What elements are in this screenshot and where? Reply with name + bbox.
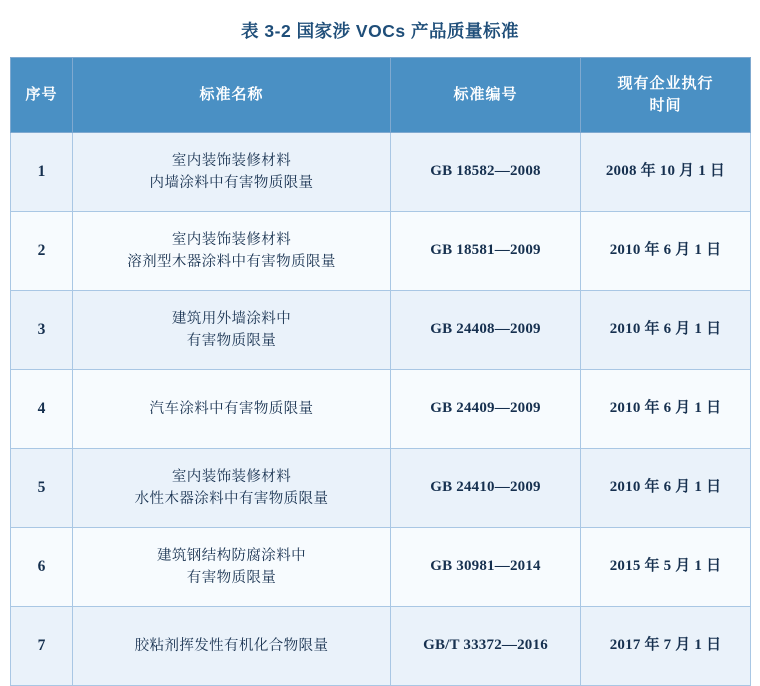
table-header-row: [11, 58, 751, 133]
standard-name-line: 建筑钢结构防腐涂料中: [157, 547, 306, 564]
cell-effective-date: 2010 年 6 月 1 日: [581, 449, 751, 528]
table-row: [11, 370, 751, 449]
standard-name-line: 有害物质限量: [186, 333, 277, 349]
standard-name-line: 水性木器涂料中有害物质限量: [134, 491, 329, 507]
cell-index: 2: [11, 212, 73, 291]
cell-effective-date: 2008 年 10 月 1 日: [581, 133, 751, 212]
table-row: [11, 607, 751, 686]
cell-standard-name: [73, 291, 391, 370]
column-header-standard-code: 标准编号: [391, 58, 581, 133]
column-header-index: 序号: [11, 58, 73, 133]
cell-effective-date: 2015 年 5 月 1 日: [581, 528, 751, 607]
table-row: [11, 133, 751, 212]
cell-index: 3: [11, 291, 73, 370]
table-row: [11, 291, 751, 370]
column-header-effective-date-line-2: 时间: [649, 97, 682, 114]
cell-standard-name: [73, 133, 391, 212]
cell-standard-name: [73, 212, 391, 291]
standard-name-line: 内墙涂料中有害物质限量: [149, 175, 314, 191]
standard-name-line: 建筑用外墙涂料中: [171, 310, 292, 327]
cell-standard-code: GB 18582—2008: [391, 133, 581, 212]
table-body: [11, 133, 751, 686]
standard-name-line: 胶粘剂挥发性有机化合物限量: [134, 637, 329, 654]
cell-standard-name: [73, 607, 391, 686]
standard-name-line: 汽车涂料中有害物质限量: [149, 400, 314, 417]
table-row: [11, 449, 751, 528]
cell-standard-code: GB 30981—2014: [391, 528, 581, 607]
table-title: 表 3-2 国家涉 VOCs 产品质量标准: [241, 21, 519, 41]
cell-index: 6: [11, 528, 73, 607]
table-row: [11, 212, 751, 291]
cell-standard-code: GB 24410—2009: [391, 449, 581, 528]
cell-index: 4: [11, 370, 73, 449]
table-container: [0, 57, 760, 686]
standard-name-line: 溶剂型木器涂料中有害物质限量: [127, 254, 336, 270]
table-row: [11, 528, 751, 607]
cell-standard-code: GB 24408—2009: [391, 291, 581, 370]
cell-index: 5: [11, 449, 73, 528]
cell-standard-name: [73, 528, 391, 607]
cell-index: 1: [11, 133, 73, 212]
cell-standard-code: GB 18581—2009: [391, 212, 581, 291]
cell-effective-date: 2010 年 6 月 1 日: [581, 212, 751, 291]
cell-standard-name: [73, 449, 391, 528]
cell-standard-name: [73, 370, 391, 449]
cell-standard-code: GB/T 33372—2016: [391, 607, 581, 686]
standard-name-line: 室内装饰装修材料: [171, 152, 292, 169]
cell-effective-date: 2010 年 6 月 1 日: [581, 370, 751, 449]
standard-name-line: 室内装饰装修材料: [171, 468, 292, 485]
standards-table: [10, 57, 751, 686]
cell-standard-code: GB 24409—2009: [391, 370, 581, 449]
table-header: [11, 58, 751, 133]
column-header-standard-name: 标准名称: [73, 58, 391, 133]
standard-name-line: 有害物质限量: [186, 570, 277, 586]
cell-effective-date: 2010 年 6 月 1 日: [581, 291, 751, 370]
column-header-effective-date: [581, 58, 751, 133]
cell-index: 7: [11, 607, 73, 686]
column-header-effective-date-line-1: 现有企业执行: [617, 74, 714, 92]
cell-effective-date: 2017 年 7 月 1 日: [581, 607, 751, 686]
standard-name-line: 室内装饰装修材料: [171, 231, 292, 248]
